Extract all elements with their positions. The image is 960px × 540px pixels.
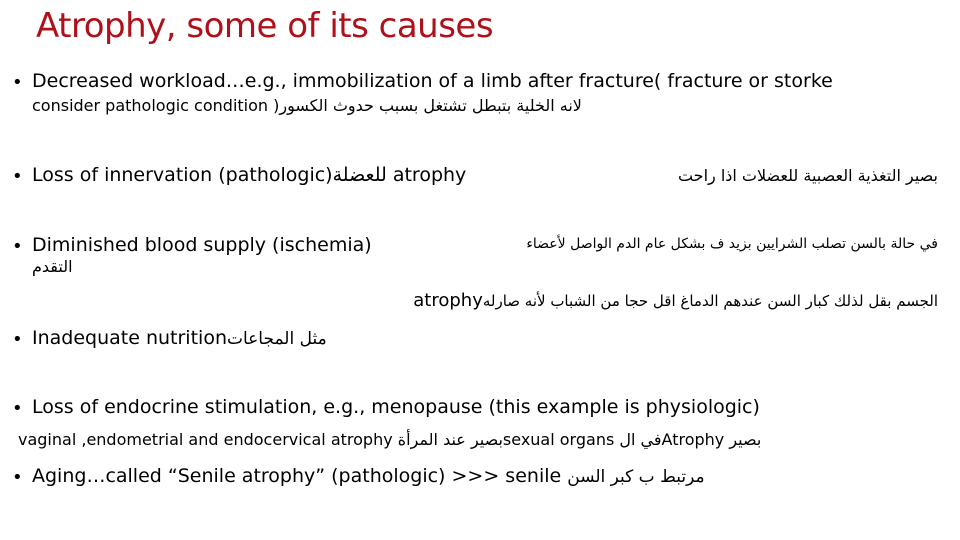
- item-5-sub-en2: sexual organs: [502, 430, 615, 449]
- item-3-extra-ar: الجسم بقل لذلك كبار السن عندهم الدماغ اقل حجا من الشباب لأنه صارله: [482, 292, 938, 310]
- bullet: •: [12, 166, 23, 187]
- item-5-sub-en1: vaginal ,endometrial and endocervical atrophy: [18, 430, 393, 449]
- bullet: •: [12, 72, 23, 93]
- bullet: •: [12, 467, 23, 488]
- item-3-extra: [413, 290, 938, 311]
- item-3-continuation: التقدم: [32, 257, 73, 276]
- item-5-sub-ar2: في ال: [619, 430, 662, 449]
- item-2-main-en: Loss of innervation (pathologic)للعضلة atrophy: [32, 164, 467, 186]
- item-5-sub: [18, 430, 761, 449]
- item-5-sub-ar3: بصير: [729, 430, 762, 449]
- item-5-sub-en3: Atrophy: [661, 430, 725, 449]
- bullet: •: [12, 329, 23, 350]
- slide-title: Atrophy, some of its causes: [36, 6, 494, 46]
- item-4-main-ar: مثل المجاعات: [226, 329, 327, 349]
- item-3-main-ar: في حالة بالسن تصلب الشرايين بزيد ف بشكل عام الدم الواصل لأعضاء: [526, 236, 938, 252]
- item-4-main: [32, 327, 327, 349]
- item-3-main-en: Diminished blood supply (ischemia): [32, 234, 372, 256]
- item-6-main: [32, 465, 705, 487]
- item-1-sub: consider pathologic condition )لانه الخلية بتبطل تشتغل بسبب حدوث الكسور: [32, 96, 582, 115]
- bullet: •: [12, 398, 23, 419]
- item-6-main-ar: مرتبط ب كبر السن: [567, 467, 705, 487]
- item-3-extra-en: atrophy: [413, 290, 483, 311]
- bullet: •: [12, 236, 23, 257]
- item-5-main: Loss of endocrine stimulation, e.g., menopause (this example is physiologic): [32, 396, 760, 418]
- item-2-main-ar: بصير التغذية العصبية للعضلات اذا راحت: [677, 166, 938, 185]
- item-4-main-en: Inadequate nutrition: [32, 327, 227, 349]
- item-1-main: Decreased workload…e.g., immobilization of a limb after fracture( fracture or storke: [32, 70, 833, 92]
- item-6-main-en: Aging…called “Senile atrophy” (pathologic) >>> senile: [32, 465, 562, 487]
- item-5-sub-ar1: بصير عند المرأة: [397, 430, 503, 449]
